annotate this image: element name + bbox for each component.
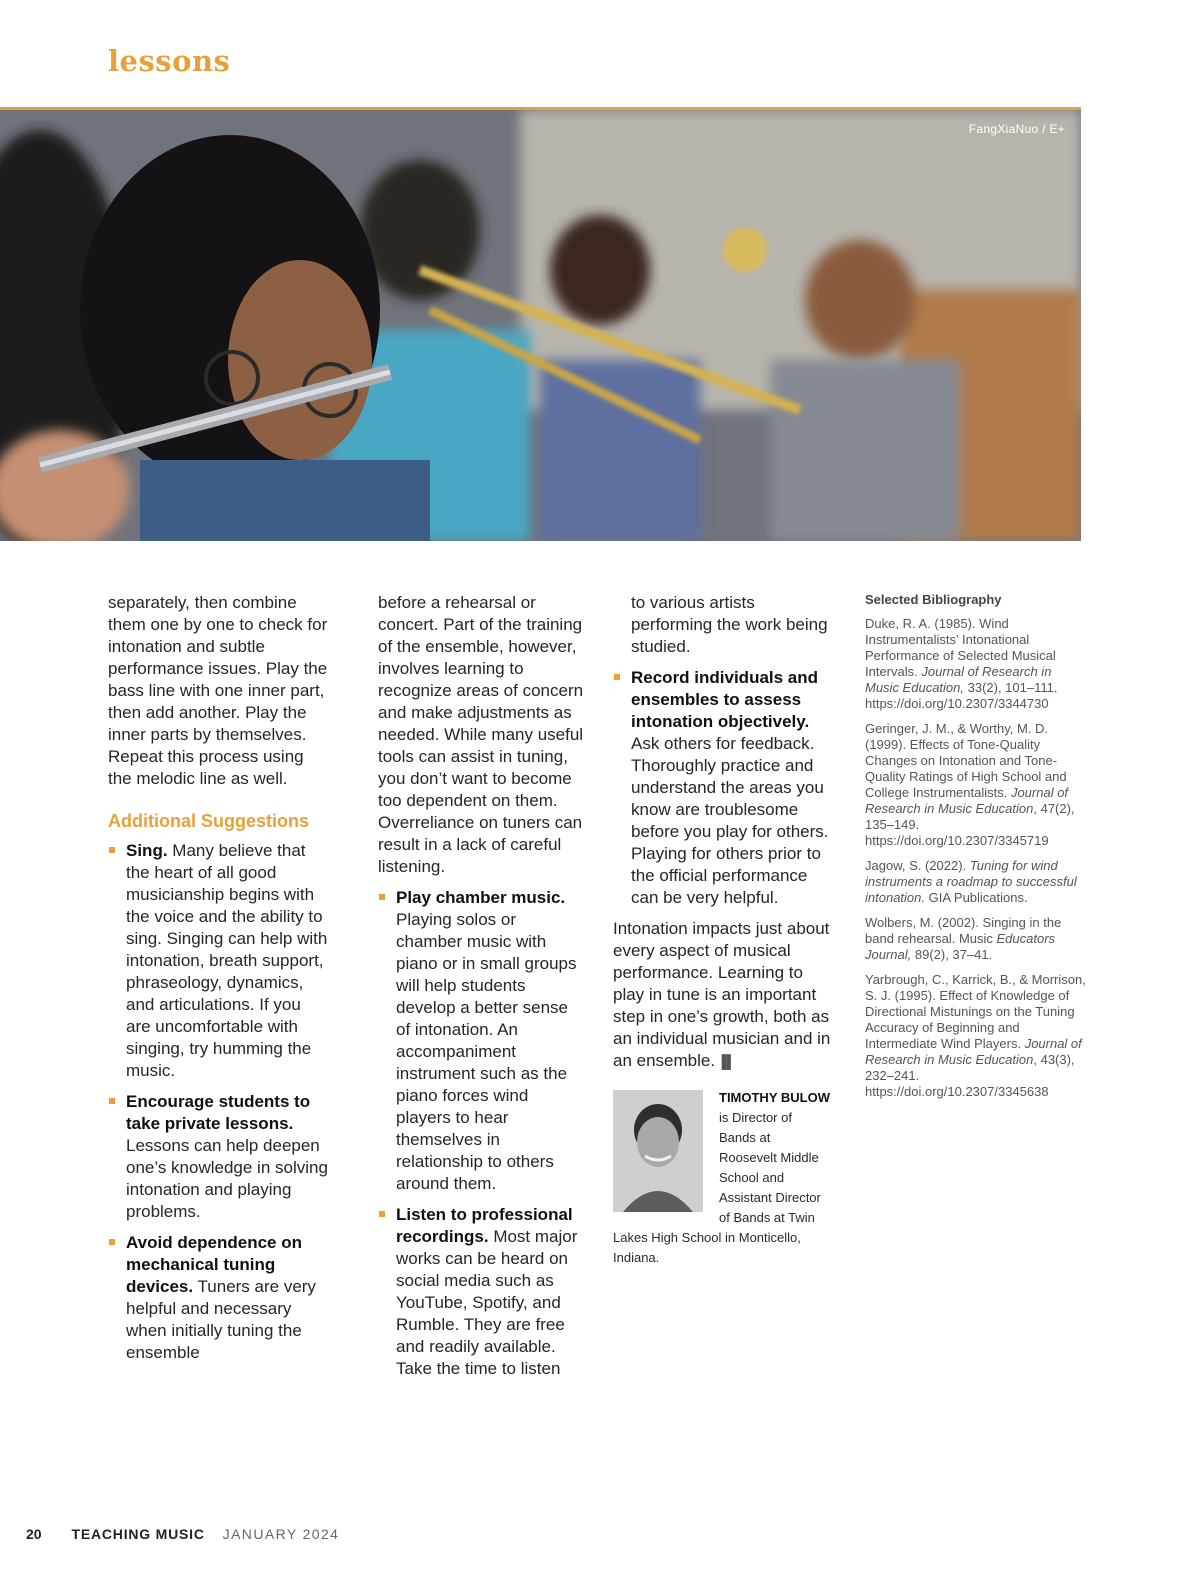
magazine-title: TEACHING MUSIC [71, 1526, 205, 1542]
list-item: Play chamber music. Playing solos or chamber music with piano or in small groups will help students develop a better sense of intonation. An accompaniment instrument such as the piano forces wind players to hear themselves in relationship to others around them. [378, 887, 584, 1195]
list-item: Sing. Many believe that the heart of all good musicianship begins with the voice and the ability to sing. Singing can help with intonation, breath support, phraseology, dynamics, and articulations. If you are uncomfortable with singing, try humming the music. [108, 840, 330, 1082]
article-column-2 [378, 592, 584, 1389]
author-photo [613, 1090, 703, 1212]
closing-paragraph: Intonation impacts just about every aspect of musical performance. Learning to play in tune is an important step in one’s growth, both as an individual musician and in an ensemble. ▐▌ [613, 918, 831, 1073]
bullet-icon [109, 1098, 115, 1104]
bibliography-entry: Duke, R. A. (1985). Wind Instrumentalists’ Intonational Performance of Selected Musical Intervals. Journal of Research in Music Education, 33(2), 101–111. https://doi.org/10.2307/3344730 [865, 616, 1058, 711]
bibliography-heading: Selected Bibliography [865, 592, 1002, 607]
bibliography [865, 592, 1087, 1109]
list-item: Listen to professional recordings. Most major works can be heard on social media such as YouTube, Spotify, and Rumble. They are free and readily available. Take the time to listen [378, 1204, 584, 1380]
author-bio [613, 1088, 831, 1268]
suggestion-list [378, 887, 584, 1380]
bibliography-entry: Jagow, S. (2022). Tuning for wind instruments a roadmap to successful intonation. GIA Publications. [865, 858, 1077, 905]
suggestion-list [613, 667, 831, 909]
page-number: 20 [26, 1526, 42, 1542]
author-name: TIMOTHY BULOW [719, 1090, 830, 1105]
list-item: Record individuals and ensembles to assess intonation objectively. Ask others for feedback. Thoroughly practice and understand the areas you know are troublesome before you play for others. Playing for others prior to the official performance can be very helpful. [613, 667, 831, 909]
bullet-icon [614, 674, 620, 680]
band-rehearsal-illustration [0, 110, 1081, 541]
list-item: Avoid dependence on mechanical tuning devices. Tuners are very helpful and necessary when initially tuning the ensemble [108, 1232, 330, 1364]
end-mark-icon: ▐▌ [717, 1054, 736, 1069]
photo-credit: FangXiaNuo / E+ [968, 122, 1065, 136]
section-heading: lessons [108, 44, 231, 78]
portrait-illustration [613, 1090, 703, 1212]
feature-photo [0, 110, 1081, 541]
suggestion-list [108, 840, 330, 1364]
body-paragraph: to various artists performing the work being studied. [631, 593, 828, 656]
subheading: Additional Suggestions [108, 811, 309, 831]
bullet-icon [109, 1239, 115, 1245]
bibliography-entry: Geringer, J. M., & Worthy, M. D. (1999). Effects of Tone-Quality Changes on Intonation and Tone-Quality Ratings of High School and College Instrumentalists. Journal of Research in Music Education, 47(2), 135–149. https://doi.org/10.2307/3345719 [865, 721, 1075, 848]
bibliography-entry: Yarbrough, C., Karrick, B., & Morrison, S. J. (1995). Effect of Knowledge of Directional Mistunings on the Tuning Accuracy of Beginning and Intermediate Wind Players. Journal of Research in Music Education, 43(3), 232–241. https://doi.org/10.2307/3345638 [865, 972, 1086, 1099]
article-column-3 [613, 592, 831, 1268]
body-paragraph: before a rehearsal or concert. Part of the training of the ensemble, however, involves learning to recognize areas of concern and make adjustments as needed. While many useful tools can assist in tuning, you don’t want to become too dependent on them. Overreliance on tuners can result in a lack of careful listening. [378, 593, 584, 876]
bibliography-entry: Wolbers, M. (2002). Singing in the band rehearsal. Music Educators Journal, 89(2), 37–41. [865, 915, 1062, 962]
bullet-icon [379, 1211, 385, 1217]
list-item: Encourage students to take private lessons. Lessons can help deepen one’s knowledge in solving intonation and playing problems. [108, 1091, 330, 1223]
body-paragraph: separately, then combine them one by one to check for intonation and subtle performance issues. Play the bass line with one inner part, then add another. Play the inner parts by themselves. Repeat this process using the melodic line as well. [108, 593, 328, 788]
issue-date: JANUARY 2024 [222, 1526, 340, 1542]
bullet-icon [379, 894, 385, 900]
bullet-icon [109, 847, 115, 853]
article-column-1 [108, 592, 330, 1373]
page-footer [26, 1526, 339, 1542]
author-description: is Director of Bands at Roosevelt Middle School and Assistant Director of Bands at Twin Lakes High School in Monticello, Indiana. [613, 1110, 821, 1265]
